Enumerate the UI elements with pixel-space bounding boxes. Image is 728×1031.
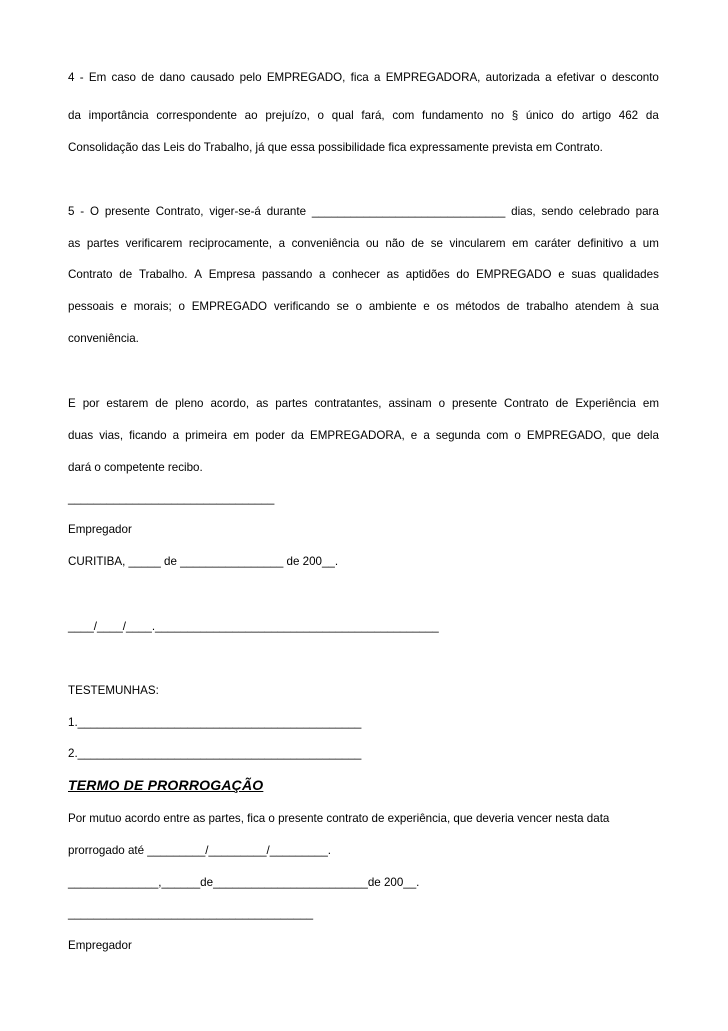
word: a <box>545 71 552 84</box>
word: vias, <box>99 429 124 442</box>
word: efetivar <box>556 71 595 84</box>
word: definitivo <box>577 237 624 250</box>
word: fundamento <box>422 109 484 122</box>
word: presente <box>104 205 150 218</box>
word: EMPREGADO, <box>526 429 606 442</box>
word: o <box>355 300 363 313</box>
word: dela <box>637 429 659 442</box>
word: qualidades <box>602 268 659 281</box>
word: ficando <box>129 429 167 442</box>
word: autorizada <box>485 71 540 84</box>
word: EMPREGADO, <box>266 71 346 84</box>
word: o <box>438 397 446 410</box>
word: morais; <box>133 300 172 313</box>
word: caráter <box>534 237 571 250</box>
word: no <box>491 109 504 122</box>
word: 4 <box>68 71 75 84</box>
word: a <box>319 268 326 281</box>
word: e <box>410 429 418 442</box>
word: único <box>525 109 554 122</box>
word: os <box>436 300 449 313</box>
word: suas <box>571 268 596 281</box>
word: Contrato <box>68 268 113 281</box>
word: - <box>79 71 84 84</box>
word: e <box>423 300 430 313</box>
word: fará, <box>361 109 385 122</box>
word: celebrado <box>578 205 630 218</box>
extension-line-3: ______________,______de________________________de 200__. <box>68 876 420 889</box>
word: que <box>611 429 631 442</box>
word: O <box>89 205 100 218</box>
word: conhecer <box>332 268 380 281</box>
word: à <box>626 300 634 313</box>
word: verificando <box>273 300 330 313</box>
word: reciprocamente, <box>188 237 273 250</box>
word: atendem <box>575 300 621 313</box>
clause-5-line-2 <box>68 236 659 252</box>
word: artigo <box>582 109 612 122</box>
word: causado <box>190 71 235 84</box>
word: ou <box>365 237 379 250</box>
word: as <box>386 268 400 281</box>
extension-line-1: Por mutuo acordo entre as partes, fica o presente contrato de experiência, que deveria vencer nesta data <box>68 812 610 825</box>
word: a <box>172 429 180 442</box>
employer-label: Empregador <box>68 523 132 536</box>
word: prejuízo, <box>265 109 310 122</box>
word: da <box>291 429 304 442</box>
word: durante <box>266 205 307 218</box>
word: EMPREGADO <box>191 300 268 313</box>
word: da <box>68 109 81 122</box>
word: acordo, <box>210 397 250 410</box>
word: Contrato <box>504 397 549 410</box>
word: pelo <box>239 71 262 84</box>
word: ______________________________ <box>311 205 506 218</box>
word: em <box>512 237 529 250</box>
word: com <box>486 429 509 442</box>
place-date-line: CURITIBA, _____ de ________________ de 200__. <box>68 555 339 568</box>
employer-signature-line: ________________________________ <box>68 492 275 505</box>
clause-4-line-2 <box>68 108 659 124</box>
word: a <box>629 237 637 250</box>
word: EMPREGADO <box>476 268 552 281</box>
word: poder <box>255 429 285 442</box>
word: Trabalho. <box>138 268 188 281</box>
witness-1-line: 1.____________________________________________ <box>68 716 362 729</box>
word: duas <box>68 429 94 442</box>
extension-employer-label: Empregador <box>68 939 132 952</box>
word: do <box>561 109 575 122</box>
word: dano <box>159 71 186 84</box>
word: trabalho <box>526 300 569 313</box>
word: segunda <box>435 429 481 442</box>
closing-line-1 <box>68 396 659 412</box>
word: de <box>555 397 569 410</box>
word: vincularem <box>449 237 506 250</box>
word: Empresa <box>208 268 256 281</box>
word: se <box>430 237 443 250</box>
clause-5-line-4 <box>68 299 659 315</box>
word: EMPREGADORA, <box>385 71 481 84</box>
word: em <box>233 429 250 442</box>
extension-line-2: prorrogado até _________/_________/_________. <box>68 844 332 857</box>
word: - <box>80 205 85 218</box>
word: de <box>141 71 155 84</box>
clause-4-line-1 <box>68 70 659 86</box>
word: conveniência <box>291 237 360 250</box>
word: a <box>373 71 381 84</box>
word: qual <box>331 109 354 122</box>
word: não <box>385 237 405 250</box>
word: as <box>256 397 269 410</box>
word: A <box>194 268 203 281</box>
word: fica <box>350 71 369 84</box>
word: presente <box>451 397 498 410</box>
clause-5-line-1 <box>68 204 659 220</box>
word: de <box>155 397 169 410</box>
closing-line-3: dará o competente recibo. <box>68 461 203 474</box>
word: desconto <box>611 71 659 84</box>
word: o <box>514 429 521 442</box>
word: Experiência <box>575 397 636 410</box>
word: do <box>456 268 470 281</box>
word: um <box>642 237 659 250</box>
witnesses-label: TESTEMUNHAS: <box>68 684 159 697</box>
word: em <box>642 397 659 410</box>
word: para <box>635 205 659 218</box>
word: passando <box>261 268 313 281</box>
word: pessoais <box>68 300 114 313</box>
word: se <box>336 300 349 313</box>
word: da <box>645 109 659 122</box>
word: a <box>278 237 286 250</box>
word: caso <box>111 71 137 84</box>
word: pleno <box>175 397 204 410</box>
word: métodos <box>455 300 500 313</box>
word: o <box>178 300 185 313</box>
word: com <box>392 109 415 122</box>
clause-5-line-5: conveniência. <box>68 332 139 345</box>
word: partes <box>275 397 308 410</box>
word: viger-se-á <box>209 205 261 218</box>
word: a <box>423 429 430 442</box>
word: Em <box>88 71 107 84</box>
date-blank-line: ____/____/____.____________________________________________ <box>68 620 439 633</box>
word: estarem <box>106 397 149 410</box>
word: de <box>411 237 425 250</box>
extension-title: TERMO DE PRORROGAÇÃO <box>68 777 264 793</box>
extension-signature-line: ______________________________________ <box>68 907 314 920</box>
word: as <box>68 237 81 250</box>
word: § <box>511 109 519 122</box>
word: e <box>558 268 565 281</box>
word: o <box>600 71 607 84</box>
word: dias, <box>511 205 536 218</box>
word: 5 <box>68 205 75 218</box>
word: verificarem <box>125 237 183 250</box>
clause-4-line-3: Consolidação das Leis do Trabalho, já que essa possibilidade fica expressamente prevista em Contrato. <box>68 141 603 154</box>
word: sendo <box>541 205 574 218</box>
word: o <box>317 109 324 122</box>
word: E <box>68 397 76 410</box>
word: contratantes, <box>314 397 382 410</box>
word: importância <box>88 109 149 122</box>
word: e <box>120 300 127 313</box>
clause-5-line-3 <box>68 267 659 283</box>
word: ao <box>244 109 258 122</box>
word: partes <box>86 237 120 250</box>
word: primeira <box>185 429 228 442</box>
word: 462 <box>618 109 639 122</box>
word: ambiente <box>368 300 417 313</box>
closing-line-2 <box>68 428 659 444</box>
word: de <box>506 300 520 313</box>
word: por <box>82 397 100 410</box>
word: sua <box>640 300 659 313</box>
word: Contrato, <box>155 205 204 218</box>
witness-2-line: 2.____________________________________________ <box>68 747 362 760</box>
word: EMPREGADORA, <box>310 429 405 442</box>
word: assinam <box>388 397 432 410</box>
word: aptidões <box>405 268 450 281</box>
word: de <box>119 268 133 281</box>
word: correspondente <box>156 109 237 122</box>
